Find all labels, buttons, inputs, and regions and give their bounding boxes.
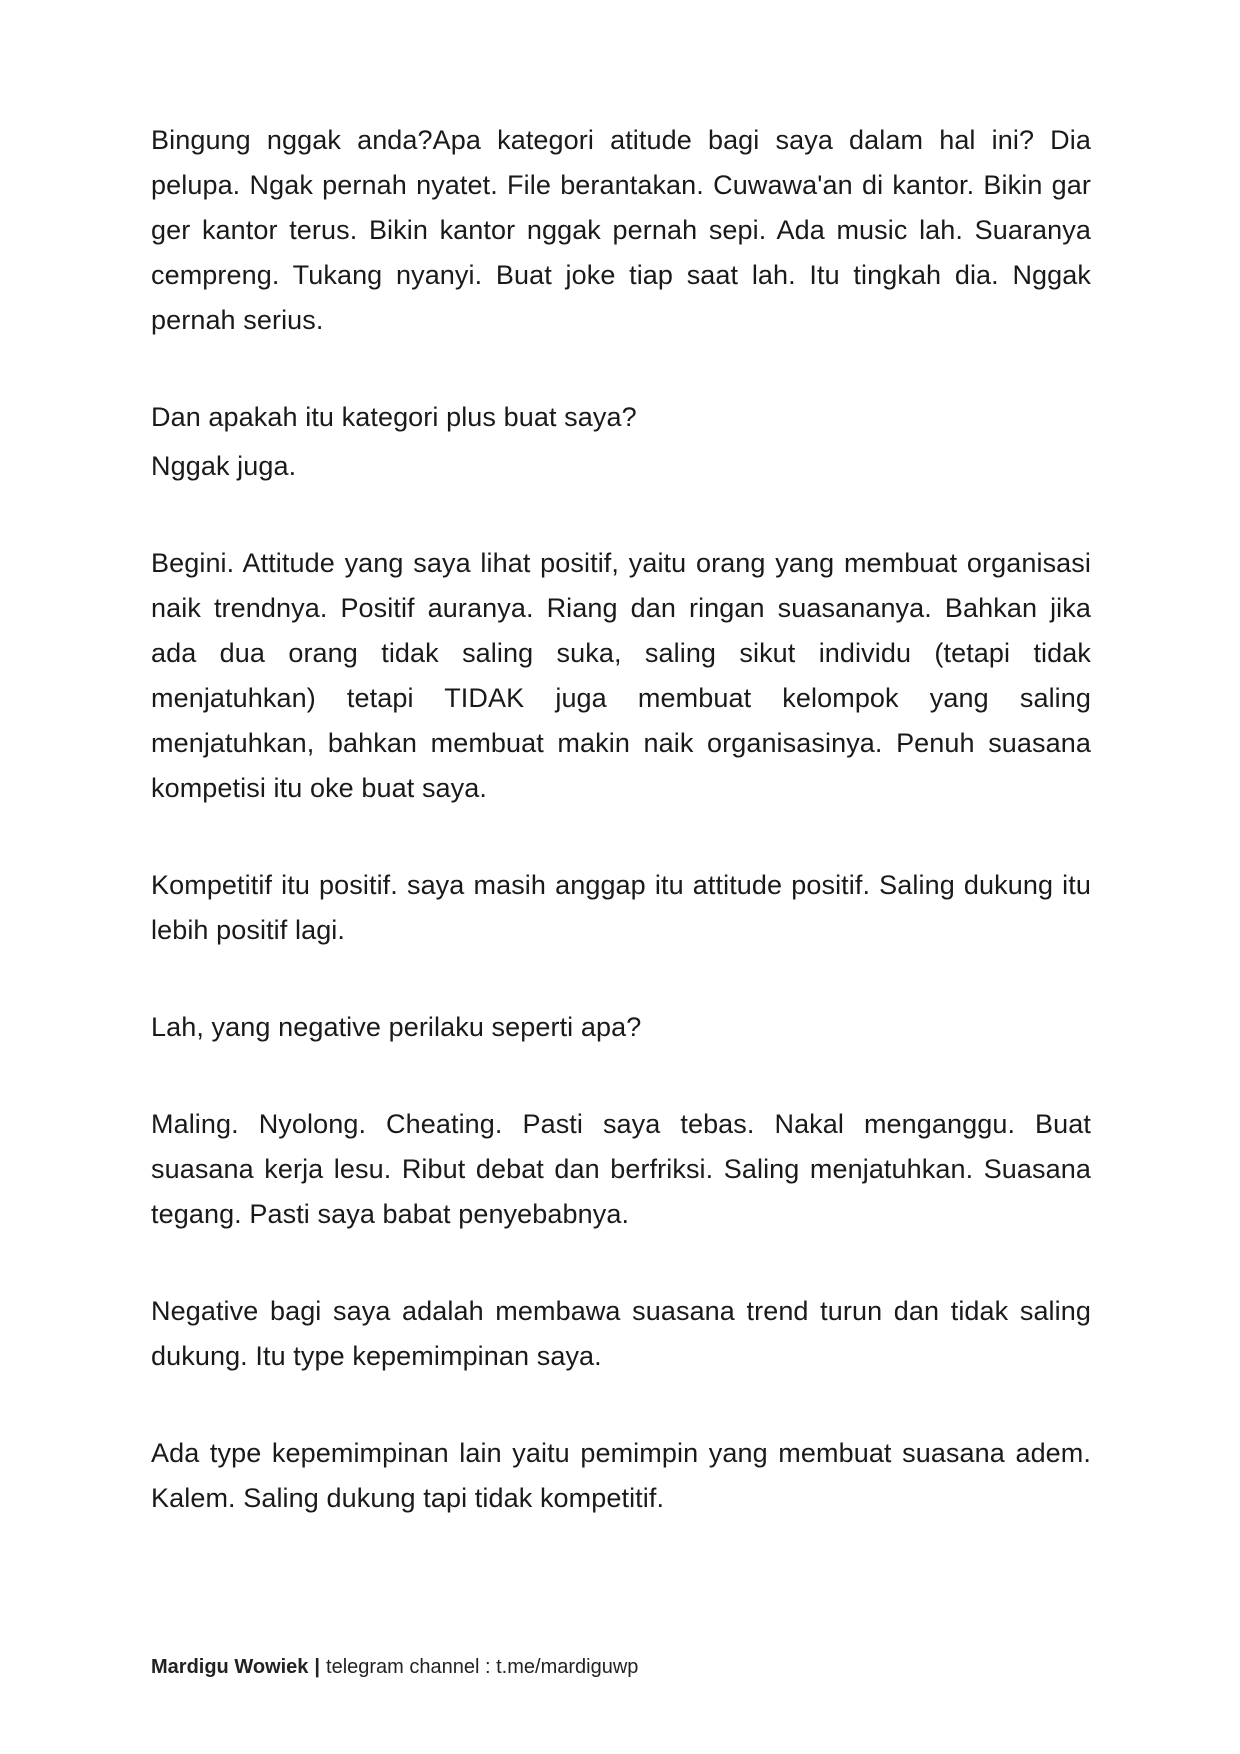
paragraph-answer: Nggak juga. — [151, 451, 297, 481]
paragraph-negative-question: Lah, yang negative perilaku seperti apa? — [151, 1012, 642, 1042]
footer-author: Mardigu Wowiek — [151, 1656, 309, 1678]
paragraph-question: Dan apakah itu kategori plus buat saya? — [151, 402, 637, 432]
paragraph-negative-definition: Negative bagi saya adalah membawa suasana trend turun dan tidak saling dukung. Itu type kepemimpinan saya. — [151, 1296, 1091, 1371]
page-footer — [151, 1654, 638, 1680]
footer-channel: telegram channel : t.me/mardiguwp — [326, 1656, 639, 1678]
paragraph-positive-attitude: Begini. Attitude yang saya lihat positif, yaitu orang yang membuat organisasi naik trendnya. Positif auranya. Riang dan ringan suasananya. Bahkan jika ada dua orang tidak saling suka, saling sikut individu (tetapi tidak menjatuhkan) tetapi TIDAK juga membuat kelompok yang saling menjatuhkan, bahkan membuat makin naik organisasinya. Penuh suasana kompetisi itu oke buat saya. — [151, 548, 1091, 803]
footer-separator: | — [314, 1656, 321, 1678]
document-body — [151, 118, 1091, 1573]
paragraph-intro: Bingung nggak anda?Apa kategori atitude bagi saya dalam hal ini? Dia pelupa. Ngak pernah nyatet. File berantakan. Cuwawa'an di kantor. Bikin gar ger kantor terus. Bikin kantor nggak pernah sepi. Ada music lah. Suaranya cempreng. Tukang nyanyi. Buat joke tiap saat lah. Itu tingkah dia. Nggak pernah serius. — [151, 125, 1091, 335]
paragraph-negative-behaviour: Maling. Nyolong. Cheating. Pasti saya tebas. Nakal menganggu. Buat suasana kerja lesu. Ribut debat dan berfriksi. Saling menjatuhkan. Suasana tegang. Pasti saya babat penyebabnya. — [151, 1109, 1091, 1229]
paragraph-other-leadership: Ada type kepemimpinan lain yaitu pemimpin yang membuat suasana adem. Kalem. Saling dukung tapi tidak kompetitif. — [151, 1438, 1091, 1513]
paragraph-competitive: Kompetitif itu positif. saya masih anggap itu attitude positif. Saling dukung itu lebih positif lagi. — [151, 870, 1091, 945]
